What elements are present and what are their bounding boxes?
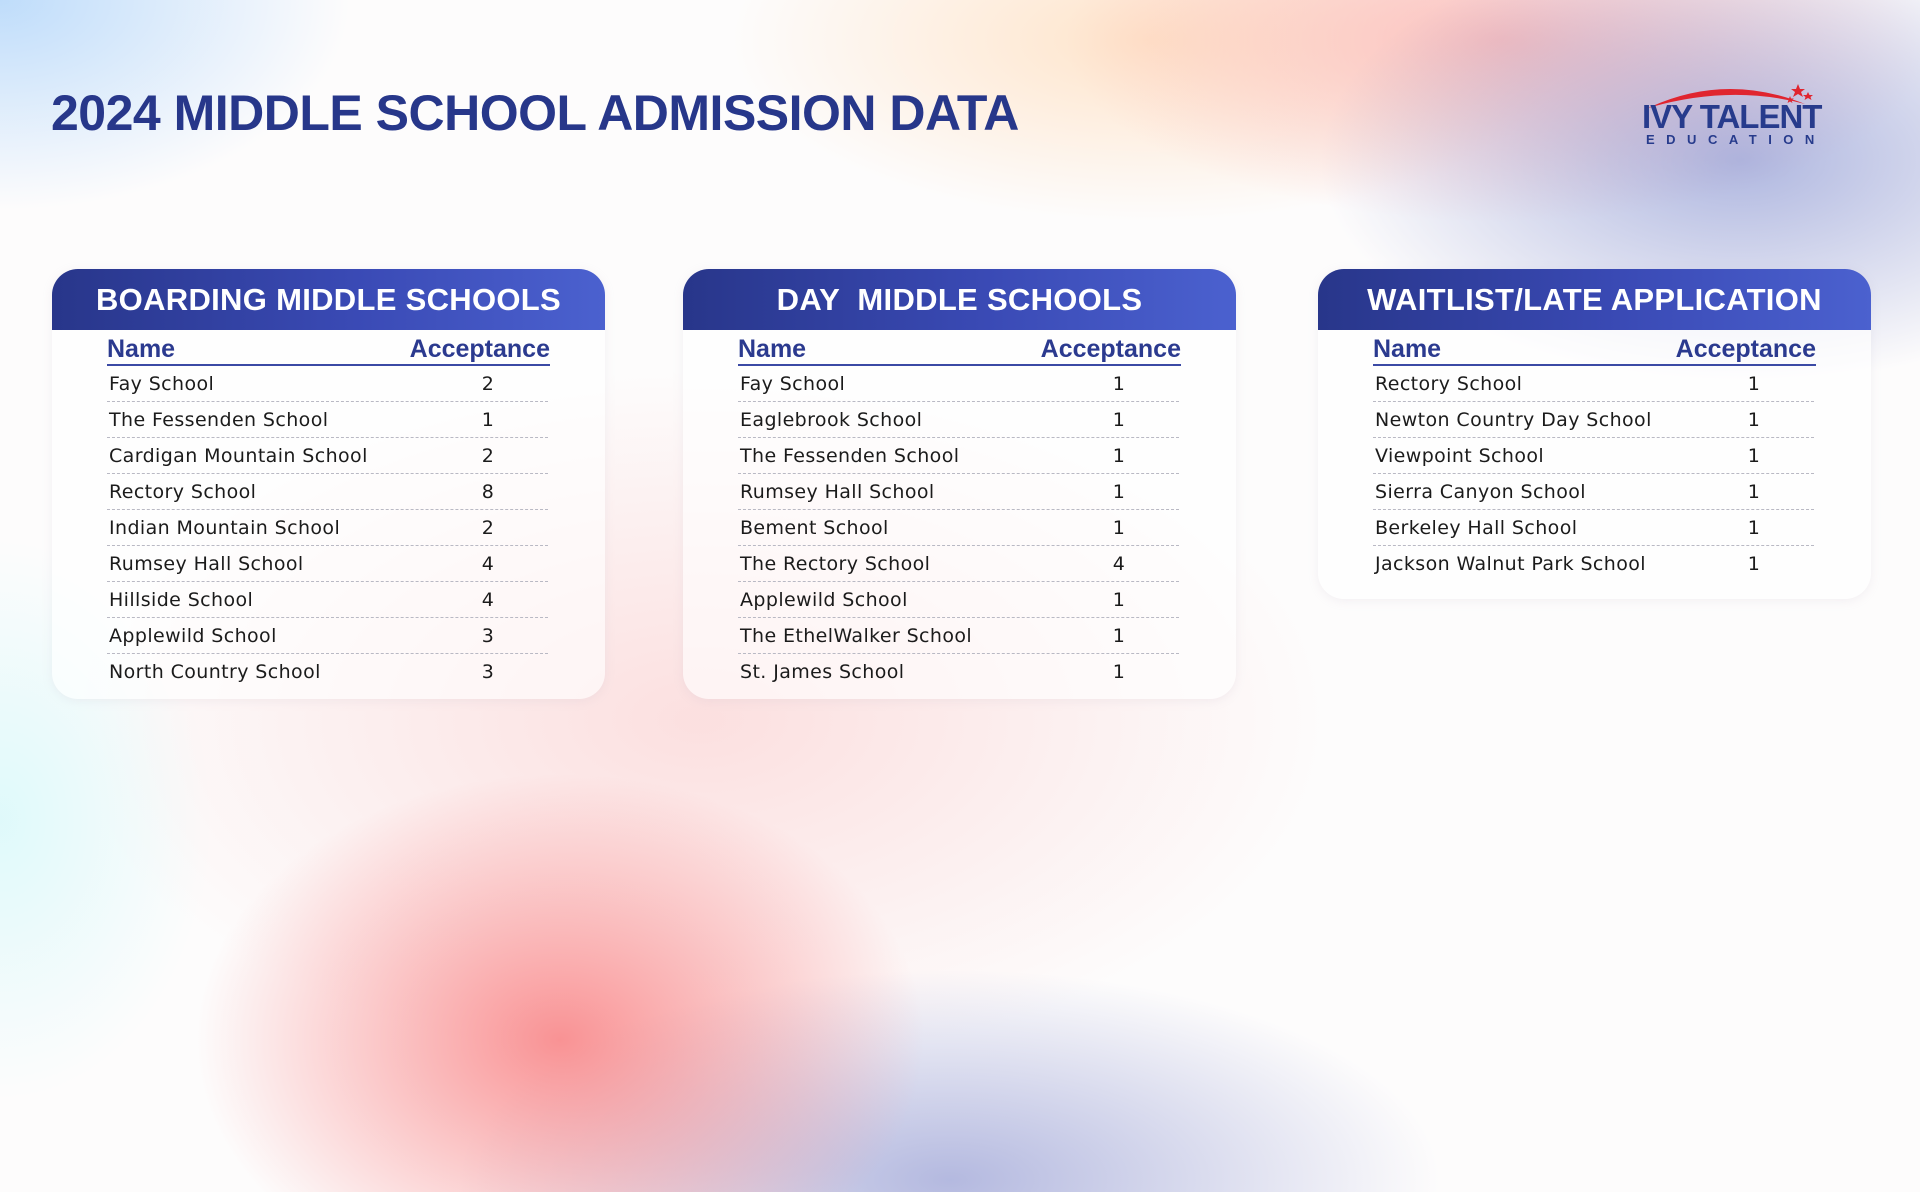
school-name: North Country School	[109, 660, 321, 683]
acceptance-count: 1	[1112, 444, 1126, 467]
table-row	[1373, 510, 1814, 546]
day-schools-card	[683, 269, 1236, 699]
school-name: The Rectory School	[740, 552, 931, 575]
acceptance-count: 1	[1747, 552, 1761, 575]
table-row	[107, 402, 548, 438]
acceptance-count: 1	[1747, 372, 1761, 395]
school-name: The Fessenden School	[740, 444, 960, 467]
table-row	[1373, 366, 1814, 402]
column-header-acceptance: Acceptance	[1040, 335, 1181, 363]
acceptance-count: 4	[481, 552, 495, 575]
card-title: BOARDING MIDDLE SCHOOLS	[52, 269, 605, 330]
logo-subtitle: EDUCATION	[1646, 132, 1826, 147]
acceptance-count: 4	[1112, 552, 1126, 575]
column-header-name: Name	[738, 335, 807, 363]
table-row	[107, 582, 548, 618]
page-title: 2024 MIDDLE SCHOOL ADMISSION DATA	[51, 85, 1019, 141]
school-name: Cardigan Mountain School	[109, 444, 368, 467]
acceptance-count: 8	[481, 480, 495, 503]
column-header-acceptance: Acceptance	[409, 335, 550, 363]
column-header-acceptance: Acceptance	[1675, 335, 1816, 363]
admission-table	[1373, 330, 1816, 581]
table-row	[1373, 546, 1814, 581]
admission-table	[107, 330, 550, 689]
school-name: Newton Country Day School	[1375, 408, 1652, 431]
table-row	[738, 402, 1179, 438]
acceptance-count: 1	[1112, 408, 1126, 431]
boarding-schools-card	[52, 269, 605, 699]
school-name: Jackson Walnut Park School	[1375, 552, 1646, 575]
school-name: Rectory School	[1375, 372, 1523, 395]
table-body	[107, 366, 548, 689]
acceptance-count: 4	[481, 588, 495, 611]
table-row	[738, 438, 1179, 474]
school-name: Bement School	[740, 516, 889, 539]
school-name: Hillside School	[109, 588, 254, 611]
table-row	[738, 654, 1179, 689]
table-row	[1373, 402, 1814, 438]
table-row	[738, 474, 1179, 510]
school-name: St. James School	[740, 660, 905, 683]
table-row	[738, 546, 1179, 582]
school-name: The Fessenden School	[109, 408, 329, 431]
acceptance-count: 1	[1747, 480, 1761, 503]
acceptance-count: 2	[481, 372, 495, 395]
table-row	[107, 510, 548, 546]
school-name: Rumsey Hall School	[109, 552, 304, 575]
acceptance-count: 1	[1747, 408, 1761, 431]
school-name: Indian Mountain School	[109, 516, 341, 539]
acceptance-count: 1	[1112, 624, 1126, 647]
acceptance-count: 2	[481, 444, 495, 467]
acceptance-count: 1	[481, 408, 495, 431]
acceptance-count: 1	[1112, 660, 1126, 683]
school-name: Sierra Canyon School	[1375, 480, 1586, 503]
table-body	[1373, 366, 1814, 581]
table-row	[107, 546, 548, 582]
school-name: The EthelWalker School	[740, 624, 973, 647]
table-row	[1373, 474, 1814, 510]
table-row	[107, 618, 548, 654]
table-row	[107, 366, 548, 402]
acceptance-count: 1	[1112, 480, 1126, 503]
logo-wordmark: IVY TALENT	[1642, 98, 1822, 135]
card-title: WAITLIST/LATE APPLICATION	[1318, 269, 1871, 330]
school-name: Viewpoint School	[1375, 444, 1545, 467]
ivy-talent-logo	[1630, 78, 1840, 152]
acceptance-count: 1	[1112, 588, 1126, 611]
acceptance-count: 1	[1747, 516, 1761, 539]
column-header-name: Name	[1373, 335, 1442, 363]
table-body	[738, 366, 1179, 689]
school-name: Eaglebrook School	[740, 408, 923, 431]
school-name: Fay School	[109, 372, 215, 395]
card-title: DAY MIDDLE SCHOOLS	[683, 269, 1236, 330]
table-header	[107, 330, 550, 366]
waitlist-card	[1318, 269, 1871, 599]
table-row	[738, 582, 1179, 618]
acceptance-count: 2	[481, 516, 495, 539]
table-row	[107, 654, 548, 689]
school-name: Rumsey Hall School	[740, 480, 935, 503]
school-name: Fay School	[740, 372, 846, 395]
acceptance-count: 3	[481, 624, 495, 647]
table-header	[1373, 330, 1816, 366]
acceptance-count: 1	[1112, 516, 1126, 539]
table-row	[1373, 438, 1814, 474]
column-header-name: Name	[107, 335, 176, 363]
table-row	[738, 366, 1179, 402]
school-name: Applewild School	[109, 624, 277, 647]
admission-table	[738, 330, 1181, 689]
table-row	[107, 438, 548, 474]
table-header	[738, 330, 1181, 366]
table-row	[738, 618, 1179, 654]
school-name: Applewild School	[740, 588, 908, 611]
table-row	[107, 474, 548, 510]
acceptance-count: 3	[481, 660, 495, 683]
school-name: Berkeley Hall School	[1375, 516, 1578, 539]
school-name: Rectory School	[109, 480, 257, 503]
table-row	[738, 510, 1179, 546]
acceptance-count: 1	[1747, 444, 1761, 467]
acceptance-count: 1	[1112, 372, 1126, 395]
